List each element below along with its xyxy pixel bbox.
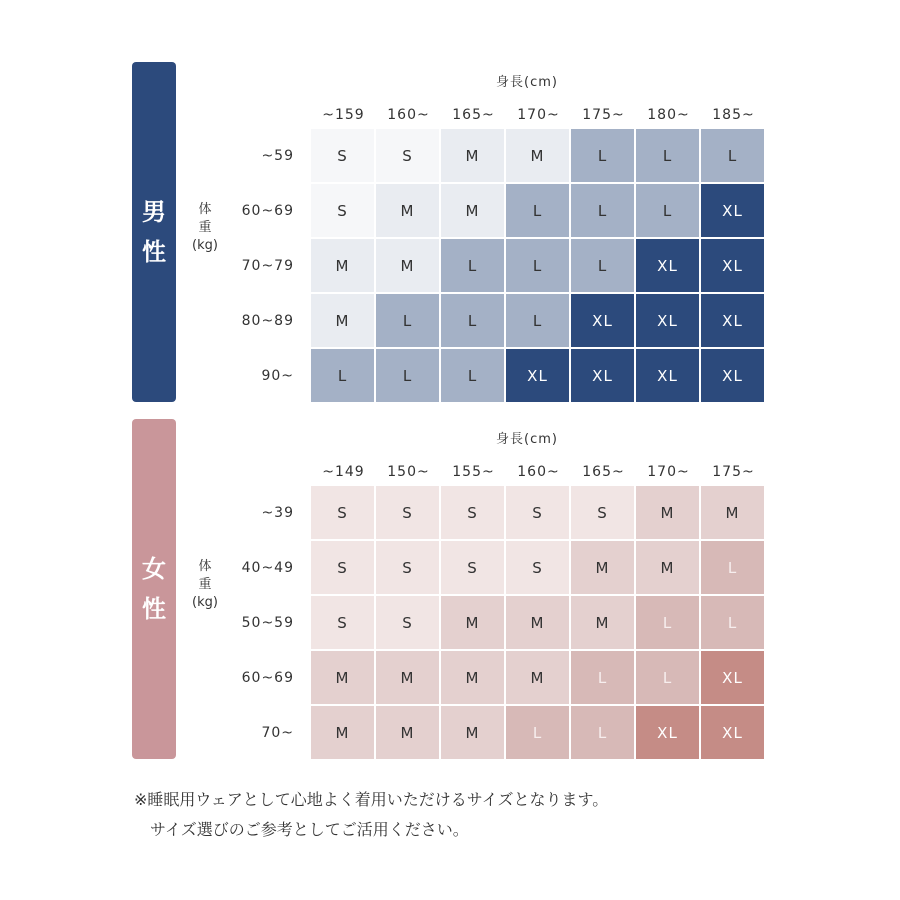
women-size-cell: M: [441, 596, 504, 649]
men-weight-title-3: (kg): [192, 238, 218, 253]
women-weight-title-3: (kg): [192, 595, 218, 610]
men-height-header: 175~: [582, 107, 625, 123]
women-height-header: 165~: [582, 464, 625, 480]
women-weight-headers: [222, 486, 294, 761]
women-height-headers: [311, 464, 766, 480]
women-height-title: 身長(cm): [496, 432, 558, 447]
women-size-cell: L: [701, 541, 764, 594]
men-height-title: 身長(cm): [496, 75, 558, 90]
men-weight-title-2: 重: [198, 220, 212, 235]
men-size-cell: XL: [701, 294, 764, 347]
men-size-cell: L: [571, 129, 634, 182]
women-weight-title-1: 体: [198, 559, 212, 574]
men-size-cell: L: [441, 349, 504, 402]
women-size-cell: S: [311, 541, 374, 594]
women-size-cell: S: [441, 541, 504, 594]
women-size-cell: S: [506, 486, 569, 539]
women-size-cell: L: [636, 651, 699, 704]
women-weight-header: 50~59: [241, 615, 294, 631]
women-size-cell: S: [376, 541, 439, 594]
women-size-cell: S: [441, 486, 504, 539]
men-size-cell: M: [441, 184, 504, 237]
men-height-headers: [311, 107, 766, 123]
men-label-char-1: 男: [142, 198, 166, 226]
men-size-cell: XL: [571, 294, 634, 347]
men-size-chart: [0, 62, 900, 402]
women-label-char-2: 性: [142, 595, 166, 623]
women-size-cell: S: [311, 596, 374, 649]
men-size-cell: XL: [506, 349, 569, 402]
women-size-cell: L: [506, 706, 569, 759]
women-size-cell: L: [571, 706, 634, 759]
women-size-cell: L: [636, 596, 699, 649]
women-size-cell: M: [636, 541, 699, 594]
men-size-cell: XL: [636, 349, 699, 402]
women-height-header: 155~: [452, 464, 495, 480]
men-size-cell: L: [311, 349, 374, 402]
women-weight-title-2: 重: [198, 577, 212, 592]
women-size-cell: S: [376, 596, 439, 649]
men-height-header: 160~: [387, 107, 430, 123]
men-size-cell: L: [636, 184, 699, 237]
men-height-header: 170~: [517, 107, 560, 123]
women-weight-header: 40~49: [241, 560, 294, 576]
men-size-cell: S: [311, 184, 374, 237]
men-size-cell: L: [506, 184, 569, 237]
men-size-cell: L: [701, 129, 764, 182]
men-height-header: 165~: [452, 107, 495, 123]
men-height-header: 185~: [712, 107, 755, 123]
men-size-cell: XL: [701, 239, 764, 292]
women-size-cell: M: [636, 486, 699, 539]
women-height-header: 160~: [517, 464, 560, 480]
women-size-cell: M: [571, 541, 634, 594]
men-weight-header: 90~: [261, 368, 294, 384]
men-size-cell: L: [636, 129, 699, 182]
men-weight-header: 80~89: [241, 313, 294, 329]
women-size-cell: M: [441, 651, 504, 704]
men-size-cell: S: [311, 129, 374, 182]
women-size-cell: M: [571, 596, 634, 649]
men-weight-header: ~59: [261, 148, 294, 164]
men-size-cell: L: [571, 184, 634, 237]
men-height-header: 180~: [647, 107, 690, 123]
size-note-line-1: ※睡眠用ウェアとして心地よく着用いただけるサイズとなります。: [134, 790, 609, 809]
women-size-chart: [0, 419, 900, 759]
men-weight-header: 70~79: [241, 258, 294, 274]
men-size-cell: M: [311, 239, 374, 292]
men-size-cell: XL: [571, 349, 634, 402]
women-weight-header: 60~69: [241, 670, 294, 686]
women-size-cell: S: [311, 486, 374, 539]
men-size-cell: XL: [636, 294, 699, 347]
women-size-cell: M: [376, 706, 439, 759]
women-size-cell: XL: [701, 706, 764, 759]
women-label-bar: [132, 419, 176, 759]
women-height-header: 150~: [387, 464, 430, 480]
men-label-bar: [132, 62, 176, 402]
men-size-cell: M: [376, 184, 439, 237]
men-size-cell: XL: [701, 349, 764, 402]
women-size-cell: M: [376, 651, 439, 704]
size-note: [134, 785, 608, 845]
men-size-cell: L: [376, 294, 439, 347]
women-label-char-1: 女: [142, 555, 166, 583]
men-size-cell: M: [441, 129, 504, 182]
women-size-cell: XL: [636, 706, 699, 759]
men-size-cell: M: [376, 239, 439, 292]
women-weight-header: 70~: [261, 725, 294, 741]
men-label-char-2: 性: [142, 238, 166, 266]
men-size-cell: S: [376, 129, 439, 182]
men-size-cell: L: [506, 239, 569, 292]
women-weight-title: [188, 558, 222, 612]
women-size-cell: M: [506, 651, 569, 704]
women-size-cell: M: [311, 706, 374, 759]
men-weight-headers: [222, 129, 294, 404]
women-size-cell: M: [311, 651, 374, 704]
women-size-cell: S: [506, 541, 569, 594]
women-size-grid: [311, 486, 764, 759]
men-size-cell: L: [441, 239, 504, 292]
men-size-cell: XL: [636, 239, 699, 292]
men-height-header: ~159: [322, 107, 365, 123]
women-size-cell: M: [441, 706, 504, 759]
women-size-cell: M: [701, 486, 764, 539]
women-size-cell: S: [571, 486, 634, 539]
men-weight-title-1: 体: [198, 202, 212, 217]
men-size-cell: L: [376, 349, 439, 402]
women-size-cell: S: [376, 486, 439, 539]
women-size-cell: L: [701, 596, 764, 649]
men-weight-header: 60~69: [241, 203, 294, 219]
size-note-line-2: サイズ選びのご参考としてご活用ください。: [134, 820, 469, 839]
women-weight-header: ~39: [261, 505, 294, 521]
women-height-header: 175~: [712, 464, 755, 480]
women-size-cell: M: [506, 596, 569, 649]
women-size-cell: XL: [701, 651, 764, 704]
men-size-cell: M: [506, 129, 569, 182]
men-size-cell: L: [441, 294, 504, 347]
men-size-cell: XL: [701, 184, 764, 237]
men-size-cell: L: [506, 294, 569, 347]
men-size-grid: [311, 129, 764, 402]
women-height-header: ~149: [322, 464, 365, 480]
women-height-header: 170~: [647, 464, 690, 480]
men-size-cell: M: [311, 294, 374, 347]
women-size-cell: L: [571, 651, 634, 704]
men-size-cell: L: [571, 239, 634, 292]
men-weight-title: [188, 201, 222, 255]
